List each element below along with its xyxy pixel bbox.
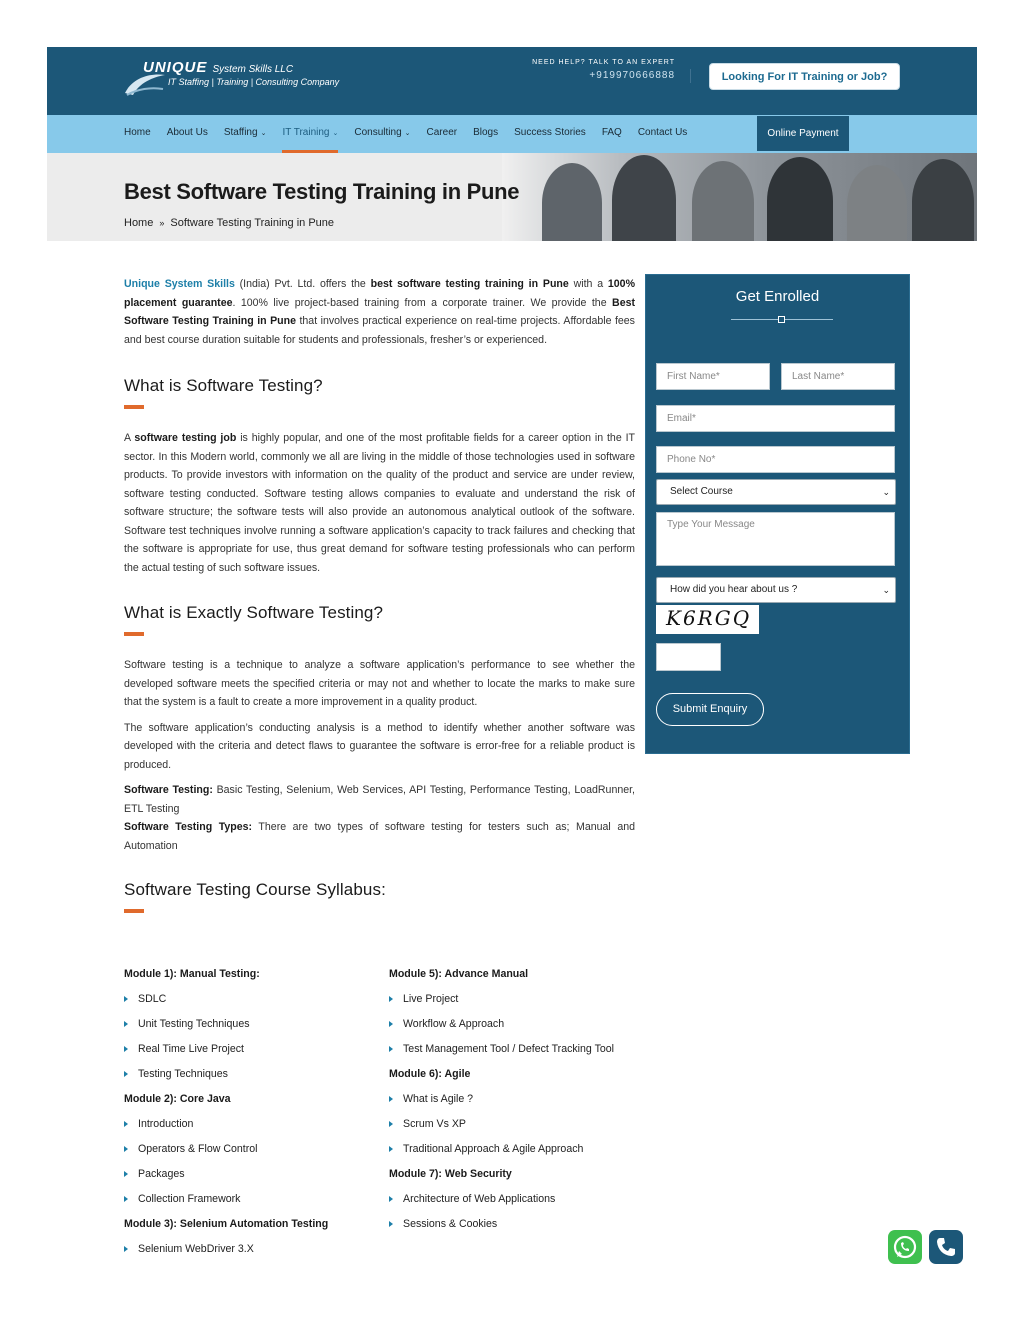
testing-topics <box>124 781 635 818</box>
form-title: Get Enrolled <box>735 288 820 305</box>
main-nav <box>47 115 977 153</box>
list-item: Real Time Live Project <box>124 1041 374 1057</box>
intro-text: (India) Pvt. Ltd. offers the <box>234 278 371 290</box>
list-item: Scrum Vs XP <box>389 1116 639 1132</box>
main-content <box>124 275 635 933</box>
online-payment-button[interactable]: Online Payment <box>757 116 849 151</box>
source-select[interactable] <box>656 577 896 603</box>
photo-person <box>912 159 974 241</box>
chevron-down-icon: ⌄ <box>882 585 890 595</box>
course-select-value: Select Course <box>670 486 733 497</box>
list-item: Testing Techniques <box>124 1066 374 1082</box>
intro-bold: Best Software Testing Training in Pune <box>124 296 636 327</box>
nav-about-label: About Us <box>166 127 208 138</box>
page-banner <box>47 153 977 241</box>
intro-bold: 100% placement guarantee <box>124 278 635 309</box>
nav-faq-label: FAQ <box>601 127 622 138</box>
list-item: Selenium WebDriver 3.X <box>124 1241 374 1257</box>
syllabus-left-column <box>124 966 374 1266</box>
chevron-down-icon: ⌄ <box>404 130 411 137</box>
list-item: Traditional Approach & Agile Approach <box>389 1141 639 1157</box>
chevron-down-icon: ⌄ <box>882 487 890 497</box>
topics-label: Software Testing: <box>124 784 213 796</box>
section-bold: software testing job <box>134 432 237 444</box>
help-block <box>497 59 675 81</box>
topics-value: Basic Testing, Selenium, Web Services, API Testing, Performance Testing, LoadRunner, ETL Testing <box>124 784 636 815</box>
chevron-down-icon: ⌄ <box>260 130 267 137</box>
nav-success-stories[interactable] <box>514 115 586 153</box>
breadcrumb <box>124 217 334 229</box>
types-value: There are two types of software testing for testers such as; Manual and Automation <box>124 821 635 852</box>
heading-underline <box>124 405 144 409</box>
enrollment-form <box>645 274 910 754</box>
list-item: SDLC <box>124 991 374 1007</box>
intro-text: that involves practical experience on real-time projects. Affordable fees and best course duration suitable for students and professionals, fresher’s or experienced. <box>124 315 635 346</box>
nav-blogs-label: Blogs <box>473 127 499 138</box>
email-input[interactable]: Email* <box>656 405 895 432</box>
section-heading: What is Exactly Software Testing? <box>124 603 384 622</box>
whatsapp-icon <box>888 1230 922 1264</box>
list-item: Sessions & Cookies <box>389 1216 639 1232</box>
list-item: Workflow & Approach <box>389 1016 639 1032</box>
photo-person <box>542 163 602 241</box>
breadcrumb-current: Software Testing Training in Pune <box>170 217 335 229</box>
list-item: Packages <box>124 1166 374 1182</box>
nav-blogs[interactable] <box>473 115 498 153</box>
section-paragraph <box>124 429 635 577</box>
section-text: is highly popular, and one of the most profitable fields for a career option in the IT sector. In this Modern world, commonly we all are living in the middle of those technologies used in software products. To provide investors with information on the quality of the product and service are under review, software testing conducted. Software testing allows companies to evaluate and understand the risk of software structure; the software tests will also provide an autonomous analytical outlook of the software. Software test techniques involve running a software application’s capacity to track failures and checking that the software is appropriate for use, thus great demand for software testing professionals who can perform the actual testing of such software issues. <box>124 432 635 574</box>
section-text: A <box>124 432 135 444</box>
team-photo <box>502 153 977 241</box>
section-paragraph: Software testing is a technique to analyze a software application’s performance to see whether the developed software meets the specified criteria or may not and whether to locate the marks to make sure that the system is a fault to create a more improvement in a quality product. <box>124 659 635 708</box>
logo-brand: UNIQUE <box>143 59 208 76</box>
captcha-text: K6RGQ <box>666 606 752 630</box>
nav-home-label: Home <box>124 127 151 138</box>
syllabus-heading: Software Testing Course Syllabus: <box>124 880 386 899</box>
nav-list <box>124 115 703 153</box>
list-item: Test Management Tool / Defect Tracking Tool <box>389 1041 639 1057</box>
logo[interactable] <box>123 57 343 105</box>
whatsapp-button[interactable] <box>888 1230 922 1264</box>
section-heading: What is Software Testing? <box>124 376 323 395</box>
photo-person <box>847 165 907 241</box>
company-link[interactable]: Unique System Skills <box>124 278 235 290</box>
heading-underline <box>124 632 144 636</box>
list-item: Collection Framework <box>124 1191 374 1207</box>
photo-person <box>692 161 754 241</box>
nav-success-stories-label: Success Stories <box>514 127 586 138</box>
divider <box>690 69 691 83</box>
syllabus-right-column <box>389 966 639 1241</box>
nav-contact[interactable] <box>638 115 687 153</box>
intro-paragraph <box>124 275 635 349</box>
last-name-input[interactable]: Last Name* <box>781 363 895 390</box>
list-item: Introduction <box>124 1116 374 1132</box>
module-title: Module 6): Agile <box>389 1068 471 1080</box>
testing-types <box>124 818 635 855</box>
nav-staffing-label: Staffing <box>223 127 258 138</box>
list-item: Architecture of Web Applications <box>389 1191 639 1207</box>
nav-faq[interactable] <box>602 115 622 153</box>
intro-bold: best software testing training in Pune <box>370 278 569 290</box>
first-name-input[interactable]: First Name* <box>656 363 770 390</box>
photo-person <box>767 157 833 241</box>
module-title: Module 7): Web Security <box>389 1168 512 1180</box>
help-label: NEED HELP? TALK TO AN EXPERT <box>532 59 675 66</box>
breadcrumb-home[interactable]: Home <box>124 217 154 229</box>
phone-input[interactable]: Phone No* <box>656 446 895 473</box>
heading-underline <box>124 909 144 913</box>
types-label: Software Testing Types: <box>124 821 253 833</box>
logo-brand-suffix: System Skills LLC <box>212 64 294 75</box>
module-title: Module 5): Advance Manual <box>389 968 529 980</box>
list-item: Operators & Flow Control <box>124 1141 374 1157</box>
source-select-value: How did you hear about us ? <box>670 584 798 595</box>
intro-text: with a <box>568 278 608 290</box>
list-item: Unit Testing Techniques <box>124 1016 374 1032</box>
nav-contact-label: Contact Us <box>637 127 688 138</box>
course-select[interactable] <box>656 479 896 505</box>
nav-consulting-label: Consulting <box>354 127 402 138</box>
module-title: Module 1): Manual Testing: <box>124 968 260 980</box>
nav-it-training-label: IT Training <box>282 127 330 138</box>
nav-career-label: Career <box>426 127 458 138</box>
training-job-button[interactable]: Looking For IT Training or Job? <box>709 63 900 90</box>
nav-consulting[interactable] <box>354 115 410 153</box>
chevron-down-icon: ⌄ <box>332 130 339 137</box>
list-item: Live Project <box>389 991 639 1007</box>
nav-it-training[interactable] <box>282 115 338 153</box>
captcha-input[interactable] <box>656 643 721 671</box>
captcha-image <box>656 605 759 634</box>
nav-staffing[interactable] <box>224 115 267 153</box>
list-item: What is Agile ? <box>389 1091 639 1107</box>
page-title: Best Software Testing Training in Pune <box>124 179 520 204</box>
nav-home[interactable] <box>124 115 151 153</box>
diamond-icon <box>778 316 785 323</box>
nav-career[interactable] <box>427 115 458 153</box>
title-divider <box>731 319 833 320</box>
logo-tagline: IT Staffing | Training | Consulting Company <box>168 77 340 87</box>
top-header <box>47 47 977 115</box>
help-phone[interactable]: +919970666888 <box>589 70 675 81</box>
photo-person <box>612 155 676 241</box>
breadcrumb-separator-icon: » <box>159 218 165 228</box>
section-paragraph: The software application’s conducting analysis is a method to identify whether another software was developed with the criteria and detect flaws to guarantee the software is error-free for a reliable product is produced. <box>124 721 635 771</box>
message-textarea[interactable]: Type Your Message <box>656 512 895 566</box>
module-title: Module 3): Selenium Automation Testing <box>124 1218 329 1230</box>
intro-text: . 100% live project-based training from a corporate trainer. We provide the <box>232 296 613 309</box>
phone-icon <box>929 1230 963 1264</box>
submit-enquiry-button[interactable]: Submit Enquiry <box>656 693 764 726</box>
module-title: Module 2): Core Java <box>124 1093 231 1105</box>
nav-about[interactable] <box>167 115 208 153</box>
call-button[interactable] <box>929 1230 963 1264</box>
